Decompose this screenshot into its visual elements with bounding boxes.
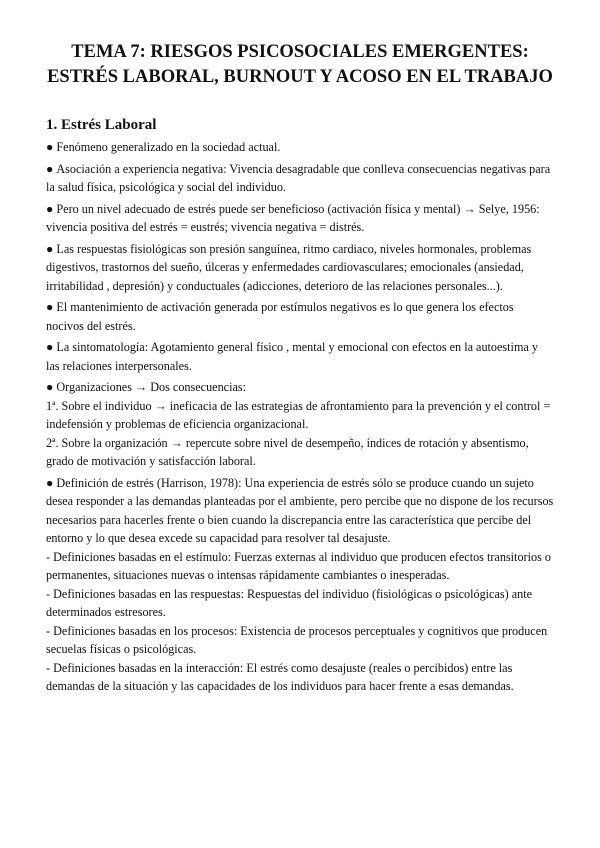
bullet-dot-icon: ●	[46, 380, 54, 394]
bullet-paragraph	[46, 138, 554, 157]
bullet-text: Pero un nivel adecuado de estrés puede ser beneficioso (activación física y mental) → Selye, 1956: vivencia positiva del estrés = eustrés; vivencia negativa = distrés.	[46, 201, 540, 234]
organizations-second-consequence: 2ª. Sobre la organización → repercute sobre nivel de desempeño, índices de rotación y absentismo, grado de motivación y satisfacción laboral.	[46, 435, 529, 468]
bullet-text: La sintomatología: Agotamiento general físico , mental y emocional con efectos en la autoestima y las relaciones interpersonales.	[46, 340, 538, 373]
bullet-dot-icon: ●	[46, 201, 54, 216]
bullet-text: Fenómeno generalizado en la sociedad actual.	[56, 140, 281, 154]
definition-block	[46, 474, 554, 696]
organizations-intro	[46, 378, 554, 397]
definition-item: - Definiciones basadas en las respuestas: Respuestas del individuo (fisiológicas o psicológicas) ante determinados estresores.	[46, 586, 533, 619]
bullet-dot-icon: ●	[46, 300, 54, 314]
bullet-paragraph	[46, 240, 554, 296]
title-line-2: ESTRÉS LABORAL, BURNOUT Y ACOSO EN EL TRABAJO	[47, 67, 553, 87]
bullet-text: Definición de estrés (Harrison, 1978): Una experiencia de estrés sólo se produce cuando un sujeto desea responder a las demandas planteadas por el ambiente, pero percibe que no dispone de los recursos necesarios para hacerles frente o bien cuando la discrepancia entre las característica que percibe del entorno y lo que desea excede su capacidad para resolver tal desajuste.	[46, 475, 554, 545]
definition-item: - Definiciones basadas en la interacción: El estrés como desajuste (reales o percibidos) entre las demandas de la situación y las capacidades de los individuos para hacer frente a esas demandas.	[46, 660, 514, 693]
organizations-first-consequence: 1ª. Sobre el individuo → ineficacia de las estrategias de afrontamiento para la prevención y el control = indefensión y problemas de eficiencia organizacional.	[46, 398, 551, 431]
bullet-dot-icon: ●	[46, 475, 54, 490]
bullet-dot-icon: ●	[46, 161, 54, 176]
title-line-1: TEMA 7: RIESGOS PSICOSOCIALES EMERGENTES:	[71, 42, 529, 62]
bullet-text: Organizaciones → Dos consecuencias:	[56, 380, 247, 394]
bullet-paragraph	[46, 160, 554, 197]
organizations-block	[46, 378, 554, 471]
bullet-dot-icon: ●	[46, 241, 54, 256]
bullet-paragraph	[46, 200, 554, 237]
bullet-text: Las respuestas fisiológicas son presión sanguínea, ritmo cardiaco, niveles hormonales, problemas digestivos, trastornos del sueño, úlceras y enfermedades cardiovasculares; emocionales (ansiedad, irritabilidad , depresión) y conductuales (adicciones, deterioro de las relaciones personales...).	[46, 241, 532, 293]
definition-item: - Definiciones basadas en los procesos: Existencia de procesos perceptuales y cognitivos que producen secuelas físicas o psicológicas.	[46, 623, 548, 656]
definition-intro	[46, 474, 554, 548]
bullet-paragraph	[46, 298, 554, 335]
bullet-dot-icon: ●	[46, 340, 54, 354]
bullet-dot-icon: ●	[46, 140, 54, 154]
document-title	[46, 40, 554, 90]
section-heading: 1. Estrés Laboral	[46, 117, 157, 133]
bullet-text: Asociación a experiencia negativa: Vivencia desagradable que conlleva consecuencias negativas para la salud física, psicológica y social del individuo.	[46, 161, 551, 194]
bullet-paragraph	[46, 338, 554, 375]
definition-item: - Definiciones basadas en el estímulo: Fuerzas externas al individuo que producen efectos transitorios o permanentes, situaciones nuevas o intensas rápidamente cambiantes o inesperadas.	[46, 549, 551, 582]
bullet-text: El mantenimiento de activación generada por estímulos negativos es lo que genera los efectos nocivos del estrés.	[46, 300, 514, 333]
